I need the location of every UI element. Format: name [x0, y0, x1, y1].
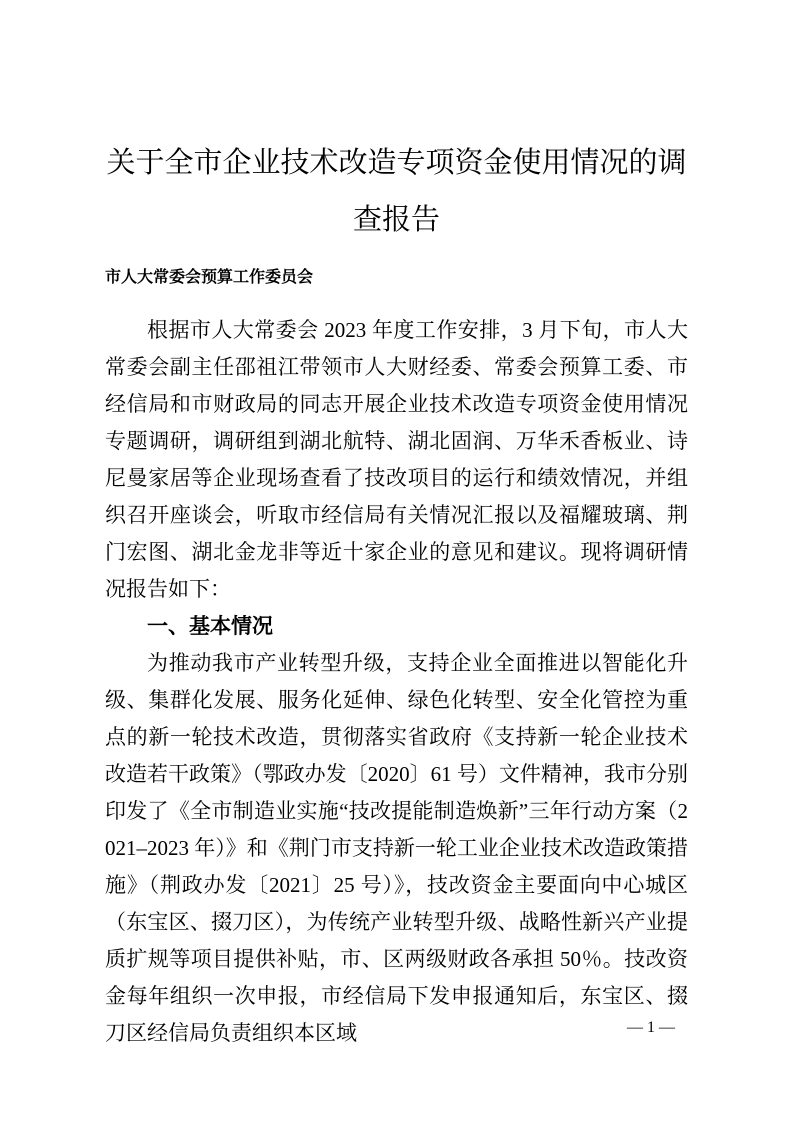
section-heading-basic-situation: 一、基本情况 [147, 615, 273, 638]
author-line: 市人大常委会预算工作委员会 [105, 269, 314, 286]
paragraph-intro: 根据市人大常委会 2023 年度工作安排，3 月下旬，市人大常委会副主任邵祖江带领市人大财经委、常委会预算工委、市经信局和市财政局的同志开展企业技术改造专项资金使用情况专题调研，调研组到湖北航特、湖北固润、万华禾香板业、诗尼曼家居等企业现场查看了技改项目的运行和绩效情况，并组织召开座谈会，听取市经信局有关情况汇报以及福耀玻璃、荆门宏图、湖北金龙非等近十家企业的意见和建议。现将调研情况报告如下： [105, 318, 688, 601]
page-number: — 1 — [627, 1019, 675, 1036]
document-title: 关于全市企业技术改造专项资金使用情况的调查报告 [106, 147, 687, 236]
paragraph-section1-body: 为推动我市产业转型升级，支持企业全面推进以智能化升级、集群化发展、服务化延伸、绿色化转型、安全化管控为重点的新一轮技术改造，贯彻落实省政府《支持新一轮企业技术改造若干政策》（鄂政办发〔2020〕61 号）文件精神，我市分别印发了《全市制造业实施“技改提能制造焕新”三年行动方案（2021–2023 年）》和《荆门市支持新一轮工业企业技术改造政策措施》（荆政办发〔2021〕25 号）》，技改资金主要面向中心城区（东宝区、掇刀区），为传统产业转型升级、战略性新兴产业提质扩规等项目提供补贴，市、区两级财政各承担 50％。技改资金每年组织一次申报，市经信局下发申报通知后，东宝区、掇刀区经信局负责组织本区域 [105, 651, 688, 1045]
